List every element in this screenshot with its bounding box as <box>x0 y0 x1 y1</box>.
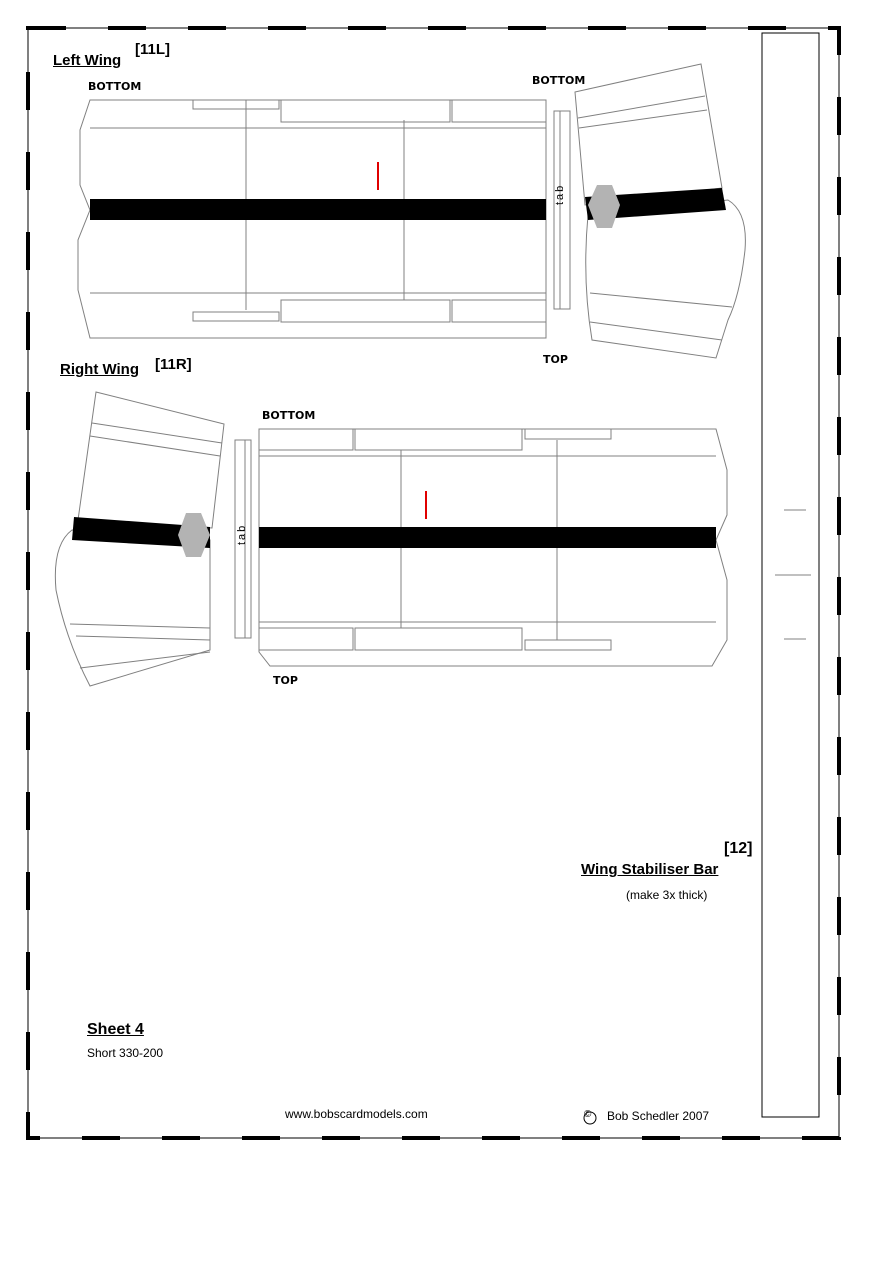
sheet-subtitle: Short 330-200 <box>87 1046 164 1060</box>
stabiliser-note: (make 3x thick) <box>626 888 708 902</box>
right-tab-label: tab <box>236 523 248 545</box>
left-wing-bottom-label: BOTTOM <box>88 80 142 93</box>
left-wing-spar <box>90 199 546 220</box>
right-wing-bottom-label: BOTTOM <box>262 409 316 422</box>
right-wing-top-label: TOP <box>273 674 298 687</box>
left-wing-top-label: TOP <box>543 353 568 366</box>
footer-copyright-symbol: © <box>584 1109 592 1120</box>
left-wing-hub <box>588 185 620 228</box>
stabiliser-code: [12] <box>724 840 753 857</box>
right-wing-code: [11R] <box>155 356 192 373</box>
footer-url: www.bobscardmodels.com <box>285 1107 428 1121</box>
right-wing-hub <box>178 513 210 557</box>
sheet-title: Sheet 4 <box>87 1021 144 1038</box>
right-wing-spar <box>259 527 716 548</box>
right-wing-title: Right Wing <box>60 361 140 378</box>
stabiliser-title: Wing Stabiliser Bar <box>581 861 719 878</box>
left-wing-tip-bottom-label: BOTTOM <box>532 74 586 87</box>
left-tab-strip <box>554 111 570 309</box>
left-tab-label: tab <box>554 183 566 205</box>
footer-copyright: Bob Schedler 2007 <box>607 1109 710 1123</box>
stabiliser-bar-strip <box>762 33 819 1117</box>
left-wing-title: Left Wing <box>53 52 122 69</box>
left-wing-code: [11L] <box>135 41 171 58</box>
